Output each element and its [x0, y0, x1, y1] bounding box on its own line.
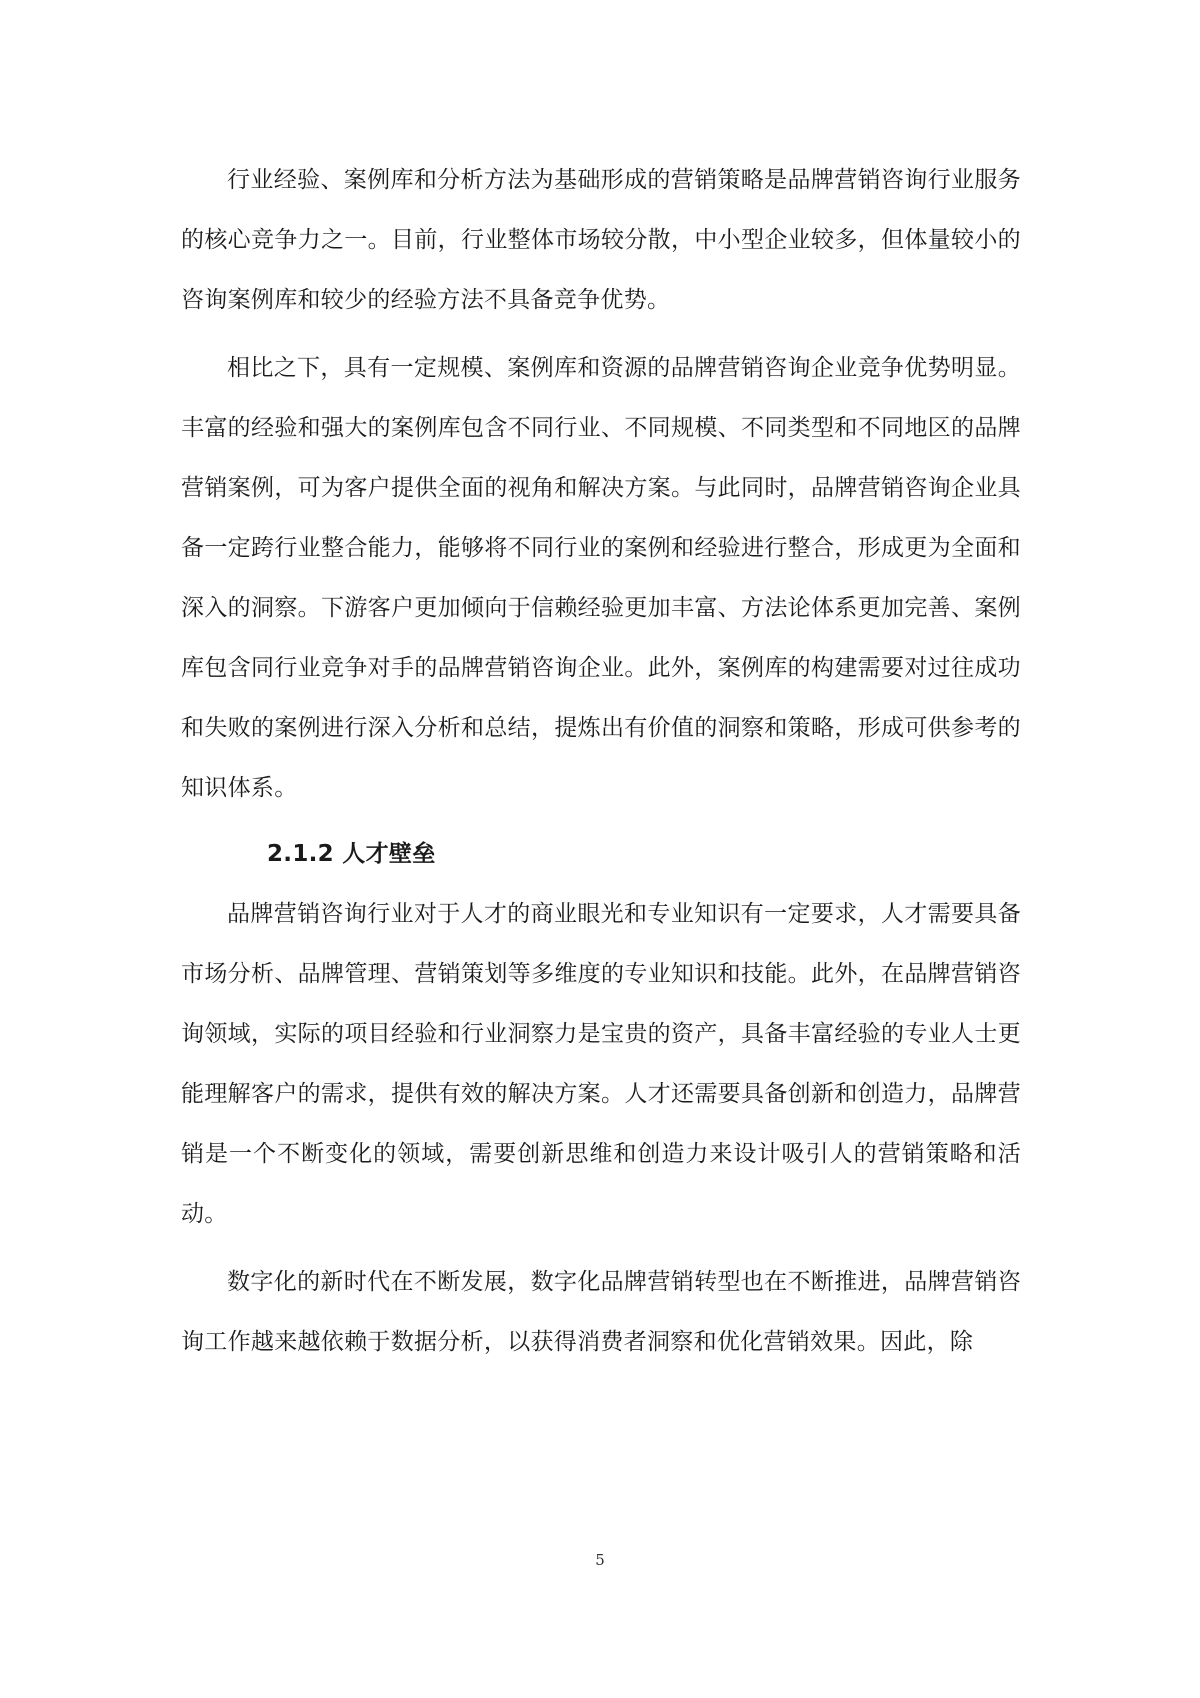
paragraph-scale-advantage: 相比之下，具有一定规模、案例库和资源的品牌营销咨询企业竞争优势明显。丰富的经验和强大的案例库包含不同行业、不同规模、不同类型和不同地区的品牌营销案例，可为客户提供全面的视角和解决方案。与此同时，品牌营销咨询企业具备一定跨行业整合能力，能够将不同行业的案例和经验进行整合，形成更为全面和深入的洞察。下游客户更加倾向于信赖经验更加丰富、方法论体系更加完善、案例库包含同行业竞争对手的品牌营销咨询企业。此外，案例库的构建需要对过往成功和失败的案例进行深入分析和总结，提炼出有价值的洞察和策略，形成可供参考的知识体系。	[181, 355, 1021, 801]
section-heading-talent-barrier: 2.1.2 人才壁垒	[267, 841, 436, 867]
paragraph-industry-experience: 行业经验、案例库和分析方法为基础形成的营销策略是品牌营销咨询行业服务的核心竞争力之一。目前，行业整体市场较分散，中小型企业较多，但体量较小的咨询案例库和较少的经验方法不具备竞争优势。	[181, 167, 1021, 313]
document-body	[181, 150, 1021, 1372]
paragraph-digital-era: 数字化的新时代在不断发展，数字化品牌营销转型也在不断推进，品牌营销咨询工作越来越依赖于数据分析，以获得消费者洞察和优化营销效果。因此，除	[181, 1269, 1021, 1355]
paragraph-talent-requirements: 品牌营销咨询行业对于人才的商业眼光和专业知识有一定要求，人才需要具备市场分析、品牌管理、营销策划等多维度的专业知识和技能。此外，在品牌营销咨询领域，实际的项目经验和行业洞察力是宝贵的资产，具备丰富经验的专业人士更能理解客户的需求，提供有效的解决方案。人才还需要具备创新和创造力，品牌营销是一个不断变化的领域，需要创新思维和创造力来设计吸引人的营销策略和活动。	[181, 901, 1021, 1227]
page-number: 5	[595, 1551, 605, 1569]
